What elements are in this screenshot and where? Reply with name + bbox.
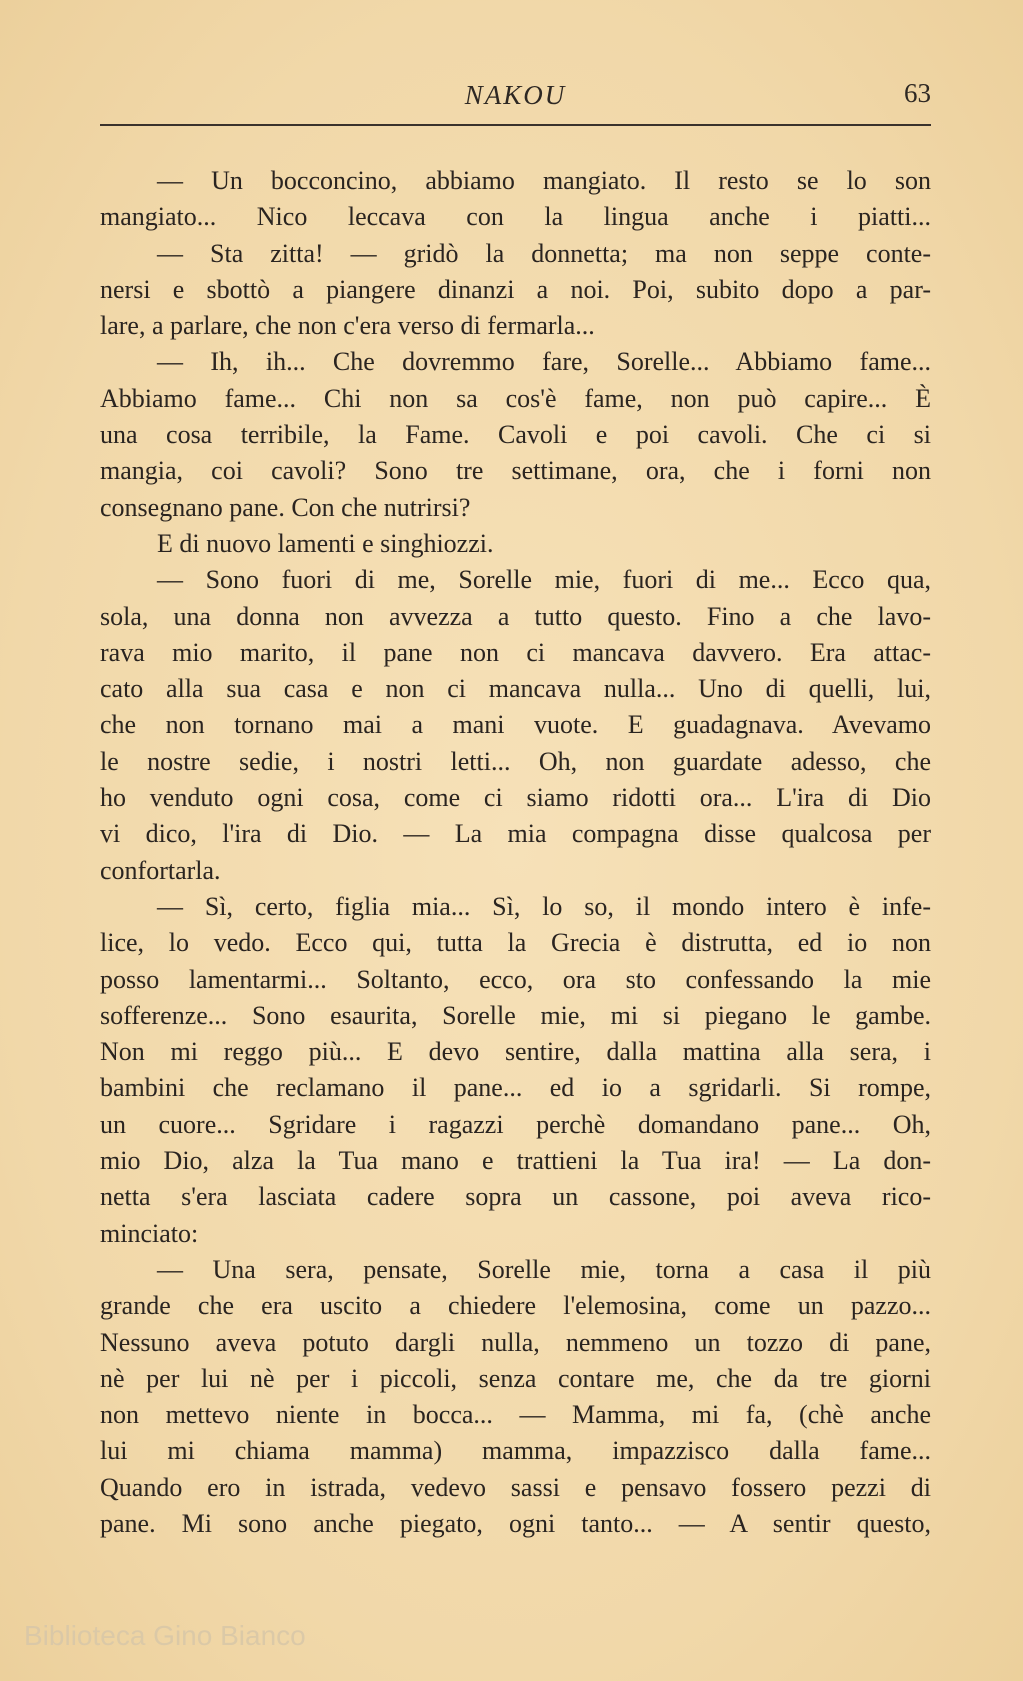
text-line: confortarla. xyxy=(100,855,221,885)
text-line: sofferenze... Sono esaurita, Sorelle mie, mi si piegano le gambe. xyxy=(100,1000,931,1030)
text-line: lice, lo vedo. Ecco qui, tutta la Grecia è distrutta, ed io non xyxy=(100,928,931,958)
text-line: un cuore... Sgridare i ragazzi perchè domandano pane... Oh, xyxy=(100,1109,931,1139)
text-line: Abbiamo fame... Chi non sa cos'è fame, non può capire... È xyxy=(100,383,931,413)
running-title: NAKOU xyxy=(464,80,567,110)
text-line: — Ih, ih... Che dovremmo fare, Sorelle... Abbiamo fame... xyxy=(157,347,931,377)
text-line: — Sta zitta! — gridò la donnetta; ma non seppe conte- xyxy=(157,238,931,268)
text-line: mio Dio, alza la Tua mano e trattieni la Tua ira! — La don- xyxy=(100,1146,931,1176)
text-line: posso lamentarmi... Soltanto, ecco, ora sto confessando la mie xyxy=(100,964,931,994)
text-line: ho venduto ogni cosa, come ci siamo ridotti ora... L'ira di Dio xyxy=(100,783,931,813)
text-line: vi dico, l'ira di Dio. — La mia compagna disse qualcosa per xyxy=(100,819,931,849)
text-line: sola, una donna non avvezza a tutto questo. Fino a che lavo- xyxy=(100,601,931,631)
text-line: — Un bocconcino, abbiamo mangiato. Il resto se lo son xyxy=(157,166,931,195)
text-line: non mettevo niente in bocca... — Mamma, mi fa, (chè anche xyxy=(100,1400,931,1430)
text-line: che non tornano mai a mani vuote. E guadagnava. Avevamo xyxy=(100,710,931,740)
text-line: una cosa terribile, la Fame. Cavoli e poi cavoli. Che ci si xyxy=(100,420,931,450)
text-line: netta s'era lasciata cadere sopra un cassone, poi aveva rico- xyxy=(100,1182,931,1212)
text-line: Nessuno aveva potuto dargli nulla, nemmeno un tozzo di pane, xyxy=(100,1327,931,1357)
text-line: consegnano pane. Con che nutrirsi? xyxy=(100,492,471,522)
text-line: — Sì, certo, figlia mia... Sì, lo so, il mondo intero è infe- xyxy=(157,891,931,921)
header-rule xyxy=(100,124,931,126)
text-line: Quando ero in istrada, vedevo sassi e pensavo fossero pezzi di xyxy=(100,1472,931,1502)
text-line: nè per lui nè per i piccoli, senza contare me, che da tre giorni xyxy=(100,1363,931,1393)
text-line: E di nuovo lamenti e singhiozzi. xyxy=(157,528,494,558)
body-text xyxy=(100,163,931,1542)
text-line: nersi e sbottò a piangere dinanzi a noi. Poi, subito dopo a par- xyxy=(100,274,931,304)
text-line: mangia, coi cavoli? Sono tre settimane, ora, che i forni non xyxy=(100,456,931,486)
text-line: Non mi reggo più... E devo sentire, dalla mattina alla sera, i xyxy=(100,1037,931,1067)
text-line: mangiato... Nico leccava con la lingua anche i piatti... xyxy=(100,202,931,232)
text-line: bambini che reclamano il pane... ed io a sgridarli. Si rompe, xyxy=(100,1073,931,1103)
text-line: lare, a parlare, che non c'era verso di fermarla... xyxy=(100,311,595,341)
text-line: grande che era uscito a chiedere l'elemosina, come un pazzo... xyxy=(100,1291,931,1321)
library-watermark: Biblioteca Gino Bianco xyxy=(24,1620,306,1651)
page-number: 63 xyxy=(904,78,931,108)
page-header xyxy=(100,72,931,112)
text-line: rava mio marito, il pane non ci mancava davvero. Era attac- xyxy=(100,637,931,667)
text-line: pane. Mi sono anche piegato, ogni tanto... — A sentir questo, xyxy=(100,1508,931,1538)
text-line: cato alla sua casa e non ci mancava nulla... Uno di quelli, lui, xyxy=(100,674,931,704)
text-line: le nostre sedie, i nostri letti... Oh, non guardate adesso, che xyxy=(100,746,931,776)
text-line: — Una sera, pensate, Sorelle mie, torna a casa il più xyxy=(157,1254,931,1284)
text-line: — Sono fuori di me, Sorelle mie, fuori di me... Ecco qua, xyxy=(157,565,931,595)
text-line: lui mi chiama mamma) mamma, impazzisco dalla fame... xyxy=(100,1436,931,1466)
text-line: minciato: xyxy=(100,1218,199,1248)
